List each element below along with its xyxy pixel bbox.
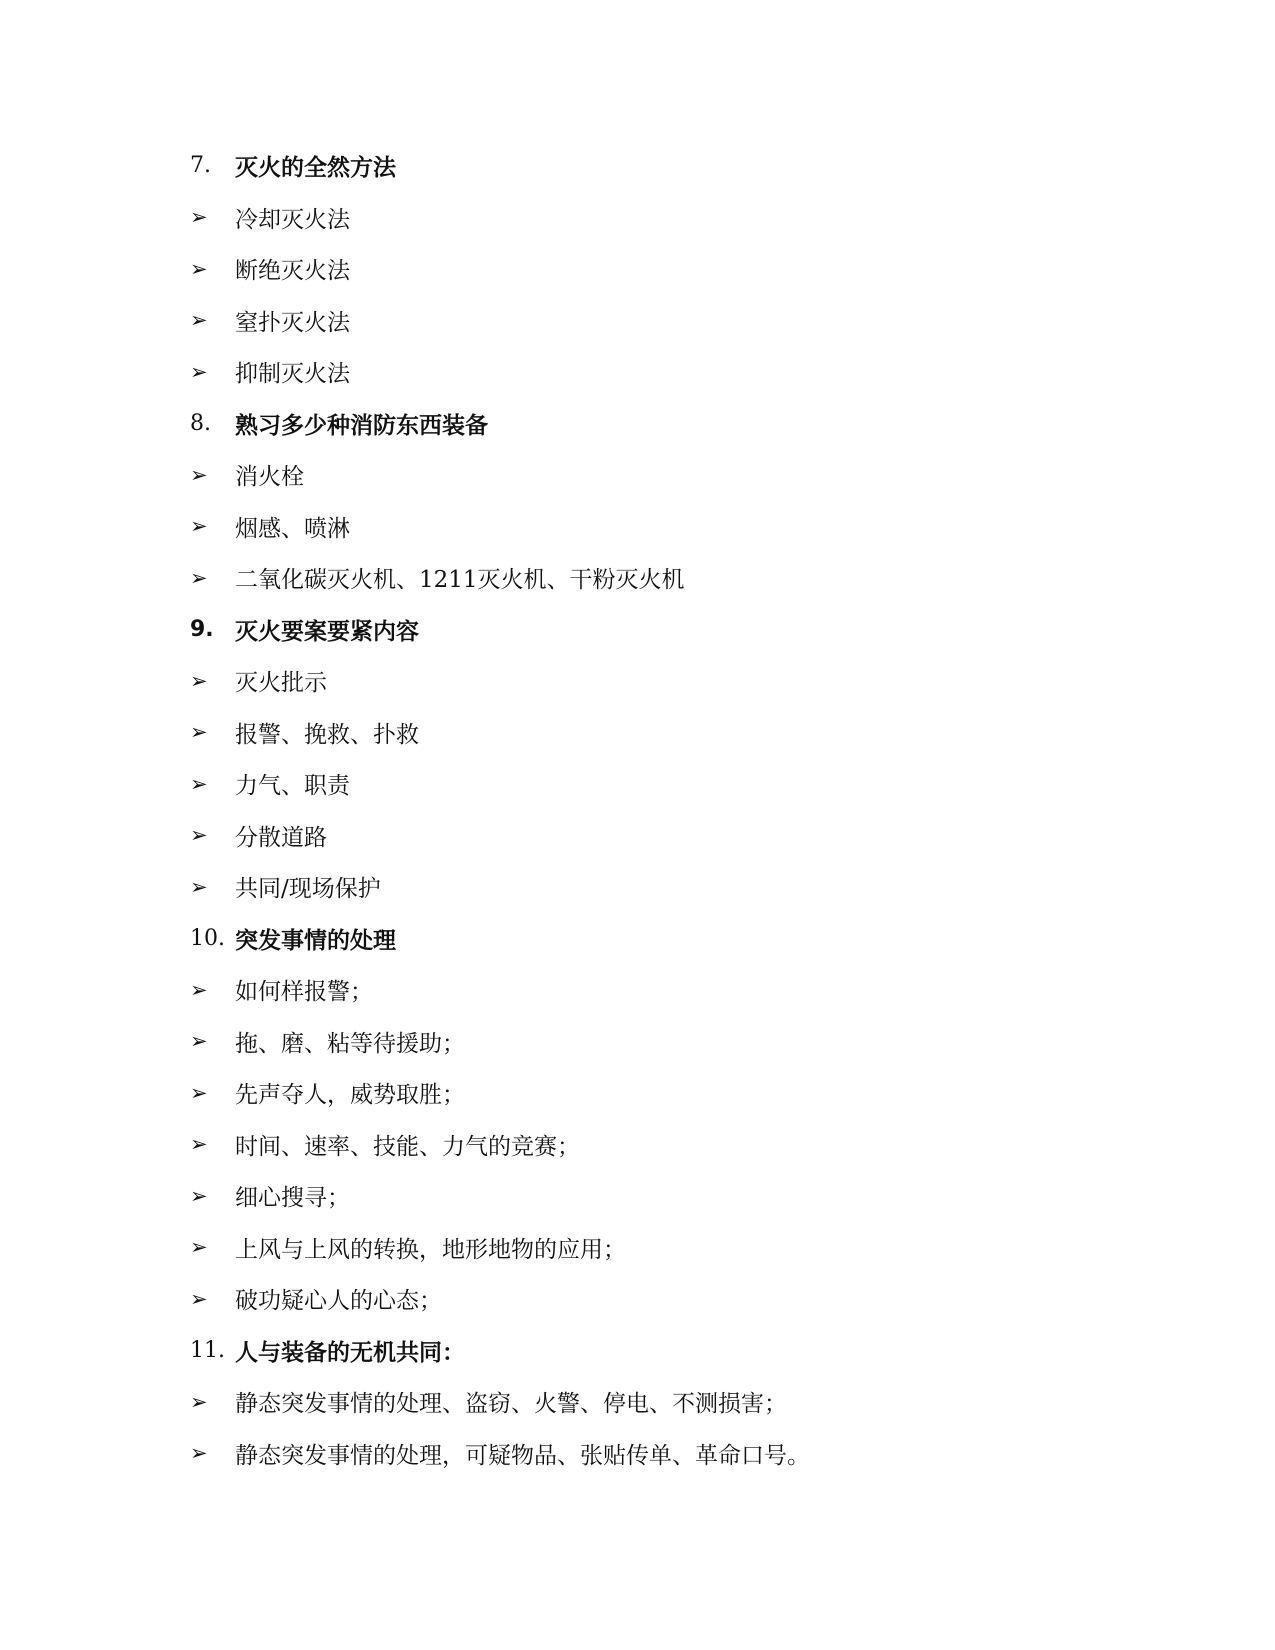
list-item-text: 窒扑灭火法 bbox=[235, 309, 350, 336]
section-heading bbox=[190, 398, 1170, 450]
section-title: 人与装备的无机共同： bbox=[235, 1339, 465, 1366]
list-item-text: 破功疑心人的心态； bbox=[235, 1288, 442, 1315]
arrow-bullet-icon: ➢ bbox=[190, 720, 208, 745]
arrow-bullet-icon: ➢ bbox=[190, 1286, 208, 1311]
list-item bbox=[190, 501, 1170, 553]
list-item-text: 上风与上风的转换，地形地物的应用； bbox=[235, 1236, 626, 1263]
list-item bbox=[190, 1067, 1170, 1119]
section-number: 7. bbox=[190, 153, 211, 179]
list-item-text: 抑制灭火法 bbox=[235, 361, 350, 388]
arrow-bullet-icon: ➢ bbox=[190, 462, 208, 487]
arrow-bullet-icon: ➢ bbox=[190, 514, 208, 539]
list-item bbox=[190, 192, 1170, 244]
arrow-bullet-icon: ➢ bbox=[190, 256, 208, 281]
list-item-text: 共同/现场保护 bbox=[235, 876, 381, 903]
list-item bbox=[190, 861, 1170, 913]
arrow-bullet-icon: ➢ bbox=[190, 565, 208, 590]
arrow-bullet-icon: ➢ bbox=[190, 1441, 208, 1466]
list-item bbox=[190, 1376, 1170, 1428]
list-item-text: 细心搜寻； bbox=[235, 1185, 350, 1212]
section-heading bbox=[190, 913, 1170, 965]
arrow-bullet-icon: ➢ bbox=[190, 308, 208, 333]
arrow-bullet-icon: ➢ bbox=[190, 977, 208, 1002]
list-item bbox=[190, 1170, 1170, 1222]
list-item-text: 灭火批示 bbox=[235, 670, 327, 697]
section-title: 熟习多少种消防东西装备 bbox=[235, 412, 488, 439]
list-item bbox=[190, 964, 1170, 1016]
list-item-text: 先声夺人，威势取胜； bbox=[235, 1082, 465, 1109]
list-item-text: 断绝灭火法 bbox=[235, 258, 350, 285]
arrow-bullet-icon: ➢ bbox=[190, 359, 208, 384]
arrow-bullet-icon: ➢ bbox=[190, 1389, 208, 1414]
list-item-text: 二氧化碳灭火机、1211灭火机、干粉灭火机 bbox=[235, 567, 685, 594]
list-item-text: 报警、挽救、扑救 bbox=[235, 721, 419, 748]
list-item bbox=[190, 707, 1170, 759]
arrow-bullet-icon: ➢ bbox=[190, 771, 208, 796]
list-item bbox=[190, 552, 1170, 604]
section-title: 灭火要案要紧内容 bbox=[235, 618, 419, 645]
list-item bbox=[190, 1119, 1170, 1171]
section-title: 突发事情的处理 bbox=[235, 927, 396, 954]
arrow-bullet-icon: ➢ bbox=[190, 1029, 208, 1054]
list-item-text: 力气、职责 bbox=[235, 773, 350, 800]
list-item bbox=[190, 1273, 1170, 1325]
section-title: 灭火的全然方法 bbox=[235, 155, 396, 182]
list-item bbox=[190, 1016, 1170, 1068]
list-item bbox=[190, 1428, 1170, 1480]
section-heading bbox=[190, 1325, 1170, 1377]
list-item-text: 冷却灭火法 bbox=[235, 206, 350, 233]
arrow-bullet-icon: ➢ bbox=[190, 1132, 208, 1157]
list-item-text: 拖、磨、粘等待援助； bbox=[235, 1030, 465, 1057]
section-number: 9. bbox=[190, 616, 214, 642]
section-heading bbox=[190, 140, 1170, 192]
list-item bbox=[190, 810, 1170, 862]
list-item bbox=[190, 758, 1170, 810]
list-item-text: 分散道路 bbox=[235, 824, 327, 851]
list-item bbox=[190, 295, 1170, 347]
list-item bbox=[190, 1222, 1170, 1274]
arrow-bullet-icon: ➢ bbox=[190, 205, 208, 230]
section-heading bbox=[190, 604, 1170, 656]
list-item-text: 静态突发事情的处理，可疑物品、张贴传单、革命口号。 bbox=[235, 1442, 810, 1469]
section-number: 8. bbox=[190, 410, 211, 436]
list-item bbox=[190, 346, 1170, 398]
list-item-text: 时间、速率、技能、力气的竞赛； bbox=[235, 1133, 580, 1160]
list-item-text: 烟感、喷淋 bbox=[235, 515, 350, 542]
arrow-bullet-icon: ➢ bbox=[190, 668, 208, 693]
list-item-text: 如何样报警； bbox=[235, 979, 373, 1006]
arrow-bullet-icon: ➢ bbox=[190, 1183, 208, 1208]
list-item bbox=[190, 243, 1170, 295]
list-item-text: 静态突发事情的处理、盗窃、火警、停电、不测损害； bbox=[235, 1391, 787, 1418]
list-item bbox=[190, 655, 1170, 707]
document-body bbox=[190, 140, 1170, 1479]
list-item bbox=[190, 449, 1170, 501]
arrow-bullet-icon: ➢ bbox=[190, 823, 208, 848]
section-number: 10. bbox=[190, 925, 225, 951]
arrow-bullet-icon: ➢ bbox=[190, 1080, 208, 1105]
list-item-text: 消火栓 bbox=[235, 464, 304, 491]
arrow-bullet-icon: ➢ bbox=[190, 1235, 208, 1260]
section-number: 11. bbox=[190, 1337, 225, 1363]
arrow-bullet-icon: ➢ bbox=[190, 874, 208, 899]
